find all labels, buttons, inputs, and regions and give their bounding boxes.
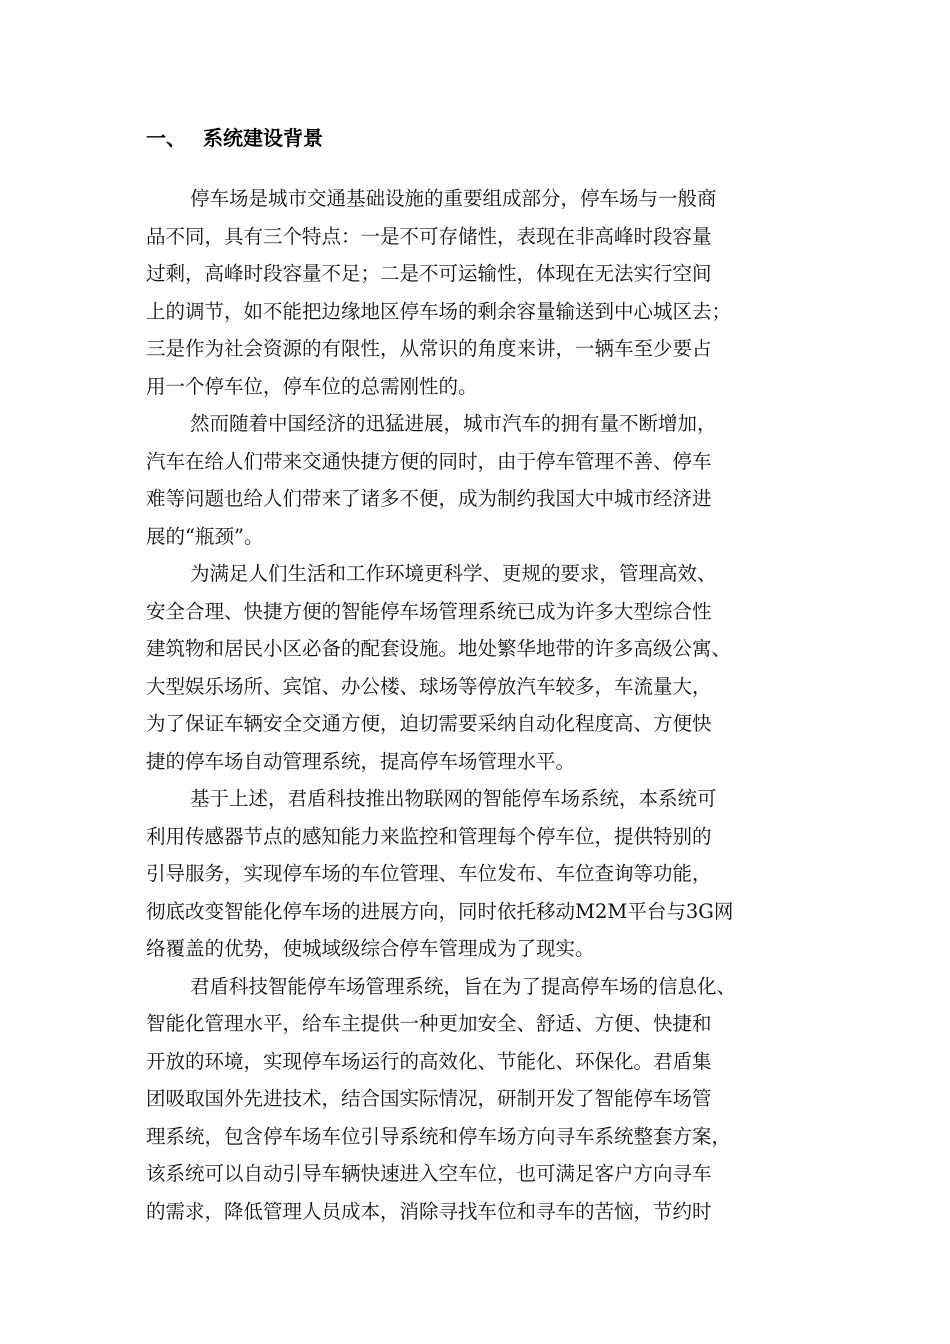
text-line: 的需求，降低管理人员成本，消除寻找车位和寻车的苦恼，节约时 xyxy=(146,1199,712,1223)
text-line: 用一个停车位，停车位的总需刚性的。 xyxy=(146,374,478,398)
text-line: 利用传感器节点的感知能力来监控和管理每个停车位，提供特别的 xyxy=(146,824,712,848)
text-line: 基于上述，君盾科技推出物联网的智能停车场系统，本系统可 xyxy=(190,787,717,810)
section-title: 系统建设背景 xyxy=(203,126,323,150)
text-line: 上的调节，如不能把边缘地区停车场的剩余容量输送到中心城区去； xyxy=(146,299,732,323)
text-line: 大型娱乐场所、宾馆、办公楼、球场等停放汽车较多，车流量大， xyxy=(146,674,712,698)
text-line: 品不同，具有三个特点：一是不可存储性，表现在非高峰时段容量 xyxy=(146,224,712,248)
body-text xyxy=(146,180,806,1230)
text-line: 团吸取国外先进技术，结合国实际情况，研制开发了智能停车场管 xyxy=(146,1087,712,1110)
text-line: 该系统可以自动引导车辆快速进入空车位，也可满足客户方向寻车 xyxy=(146,1162,712,1185)
paragraph xyxy=(146,555,806,780)
text-line: 汽车在给人们带来交通快捷方便的同时，由于停车管理不善、停车 xyxy=(146,449,712,473)
paragraph xyxy=(146,968,806,1231)
text-line: 停车场是城市交通基础设施的重要组成部分，停车场与一般商 xyxy=(190,187,717,210)
section-heading xyxy=(146,122,323,154)
paragraph xyxy=(146,780,806,968)
text-line: 智能化管理水平，给车主提供一种更加安全、舒适、方便、快捷和 xyxy=(146,1012,712,1035)
paragraph xyxy=(146,405,806,555)
text-line: 彻底改变智能化停车场的进展方向，同时依托移动M2M平台与3G网 xyxy=(146,899,734,923)
text-line: 安全合理、快捷方便的智能停车场管理系统已成为许多大型综合性 xyxy=(146,599,712,623)
text-line: 难等问题也给人们带来了诸多不便，成为制约我国大中城市经济进 xyxy=(146,487,712,510)
text-line: 引导服务，实现停车场的车位管理、车位发布、车位查询等功能， xyxy=(146,862,712,885)
text-line: 理系统，包含停车场车位引导系统和停车场方向寻车系统整套方案， xyxy=(146,1124,732,1148)
text-line: 建筑物和居民小区必备的配套设施。地处繁华地带的许多高级公寓、 xyxy=(146,637,732,660)
text-line: 为满足人们生活和工作环境更科学、更规的要求，管理高效、 xyxy=(190,562,717,585)
text-line: 展的“瓶颈”。 xyxy=(146,524,264,548)
text-line: 君盾科技智能停车场管理系统，旨在为了提高停车场的信息化、 xyxy=(190,974,737,998)
text-line: 开放的环境，实现停车场运行的高效化、节能化、环保化。君盾集 xyxy=(146,1049,712,1073)
section-number: 一、 xyxy=(146,126,186,150)
text-line: 捷的停车场自动管理系统，提高停车场管理水平。 xyxy=(146,749,576,773)
text-line: 三是作为社会资源的有限性，从常识的角度来讲，一辆车至少要占 xyxy=(146,337,712,360)
text-line: 然而随着中国经济的迅猛进展，城市汽车的拥有量不断增加， xyxy=(190,412,717,435)
text-line: 络覆盖的优势，使城域级综合停车管理成为了现实。 xyxy=(146,937,595,960)
paragraph xyxy=(146,180,806,405)
text-line: 为了保证车辆安全交通方便，迫切需要采纳自动化程度高、方便快 xyxy=(146,712,712,735)
text-line: 过剩，高峰时段容量不足；二是不可运输性，体现在无法实行空间 xyxy=(146,262,712,285)
